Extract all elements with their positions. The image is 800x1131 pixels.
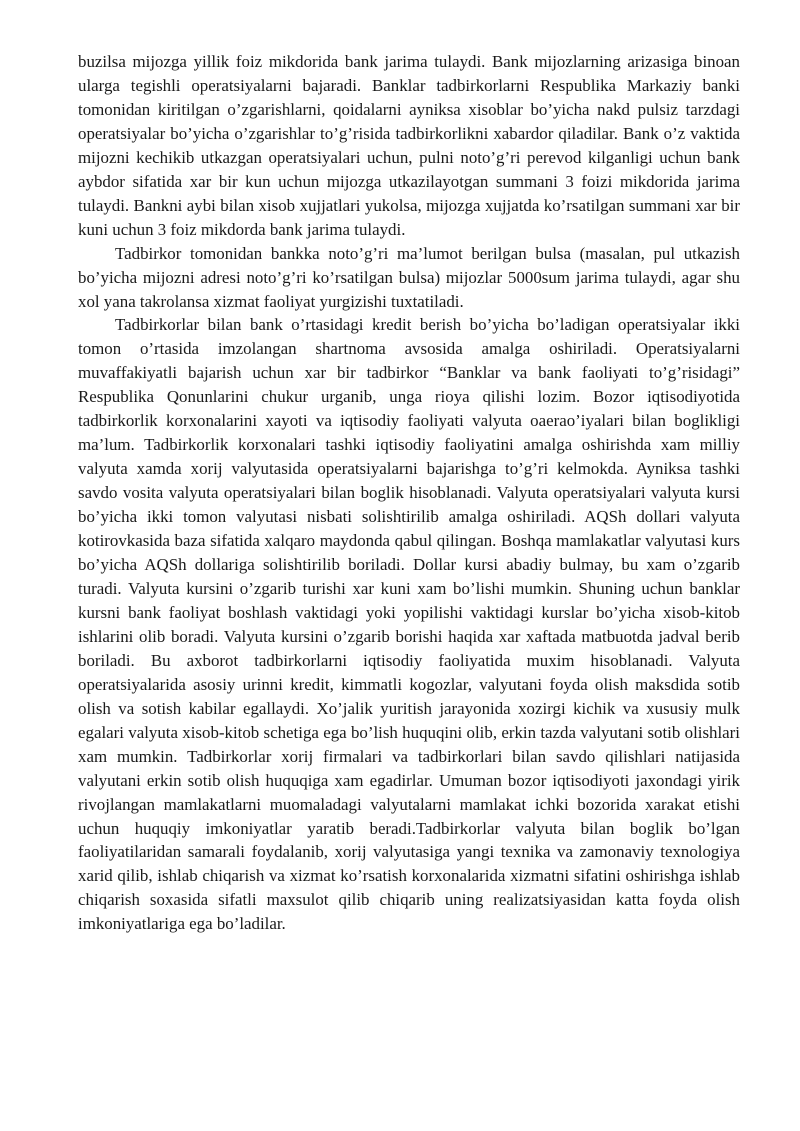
- document-page: [78, 50, 740, 936]
- paragraph-continuation: buzilsa mijozga yillik foiz mikdorida bank jarima tulaydi. Bank mijozlarning arizasiga binoan ularga tegishli operatsiyalarni bajaradi. Banklar tadbirkorlarni Respublika Markaziy banki tomonidan kiritilgan o’zgarishlarni, qoidalarni ayniksa xisoblar bo’yicha nakd pulsiz tarzdagi operatsiyalar bo’yicha o’zgarishlar to’g’risida tadbirkorlikni xabardor qiladilar. Bank o’z vaktida mijozni kechikib utkazgan operatsiyalari uchun, pulni noto’g’ri perevod kilganligi uchun bank aybdor sifatida xar bir kun uchun mijozga utkazilayotgan summani 3 foizi mikdorida jarima tulaydi. Bankni aybi bilan xisob xujjatlari yukolsa, mijozga xujjatda ko’rsatilgan summani xar bir kuni uchun 3 foiz mikdorda bank jarima tulaydi.: [78, 52, 740, 239]
- paragraph-penalty: Tadbirkor tomonidan bankka noto’g’ri ma’lumot berilgan bulsa (masalan, pul utkazish bo’yicha mijozni adresi noto’g’ri ko’rsatilgan bulsa) mijozlar 5000sum jarima tulaydi, agar shu xol yana takrolansa xizmat faoliyat yurgizishi tuxtatiladi.: [78, 243, 740, 311]
- paragraph-currency-operations: Tadbirkorlar bilan bank o’rtasidagi kredit berish bo’yicha bo’ladigan operatsiyalar ikki tomon o’rtasida imzolangan shartnoma avsosida amalga oshiriladi. Operatsiyalarni muvaffakiyatli bajarish uchun xar bir tadbirkor “Banklar va bank faoliyati to’g’risidagi” Respublika Qonunlarini chukur urganib, unga rioya qilishi lozim. Bozor iqtisodiyotida tadbirkorlik korxonalarini xayoti va iqtisodiy faoliyati valyuta oaerao’iyalari bilan boglikligi ma’lum. Tadbirkorlik korxonalari tashki iqtisodiy faoliyatini amalga oshirishda xam milliy valyuta xamda xorij valyutasida operatsiyalarni bajarishga to’g’ri kelmokda. Ayniksa tashki savdo vosita valyuta operatsiyalari bilan boglik hisoblanadi. Valyuta operatsiyalari valyuta kursi bo’yicha ikki tomon valyutasi nisbati solishtirilib amalga oshiriladi. AQSh dollari valyuta kotirovkasida baza sifatida xalqaro maydonda qabul qilingan. Boshqa mamlakatlar valyutasi kurs bo’yicha AQSh dollariga solishtirilib boriladi. Dollar kursi abadiy bulmay, bu xam o’zgarib turadi. Valyuta kursini o’zgarib turishi xar kuni xam bo’lishi mumkin. Shuning uchun banklar kursni bank faoliyat boshlash vaktidagi yoki yopilishi vaktidagi kurslar bo’yicha xisob-kitob ishlarini olib boradi. Valyuta kursini o’zgarib borishi haqida xar xaftada matbuotda jadval berib boriladi. Bu axborot tadbirkorlarni iqtisodiy faoliyatida muxim hisoblanadi. Valyuta operatsiyalarida asosiy urinni kredit, kimmatli kogozlar, valyutani foyda olish maksdida sotib olish va sotish kabilar egallaydi. Xo’jalik yuritish jarayonida xozirgi kichik va xususiy mulk egalari valyuta xisob-kitob schetiga ega bo’lish huquqini olib, erkin tazda valyutani sotib olishlari xam mumkin. Tadbirkorlar xorij firmalari va tadbirkorlari bilan savdo qilishlari natijasida valyutani erkin sotib olish huquqiga xam egadirlar. Umuman bozor iqtisodiyoti jaxondagi yirik rivojlangan mamlakatlarni muomaladagi valyutalarni mamlakat ichki bozorida xarakat etishi uchun huquqiy imkoniyatlar yaratib beradi.Tadbirkorlar valyuta bilan boglik bo’lgan faoliyatilaridan samarali foydalanib, xorij valyutasiga yangi texnika va zamonaviy texnologiya xarid qilib, ishlab chiqarish va xizmat ko’rsatish korxonalarida xizmatni sifatini oshirishga ishlab chiqarish soxasida sifatli maxsulot qilib chiqarib uning realizatsiyasidan katta foyda olish imkoniyatlariga ega bo’ladilar.: [78, 315, 740, 934]
